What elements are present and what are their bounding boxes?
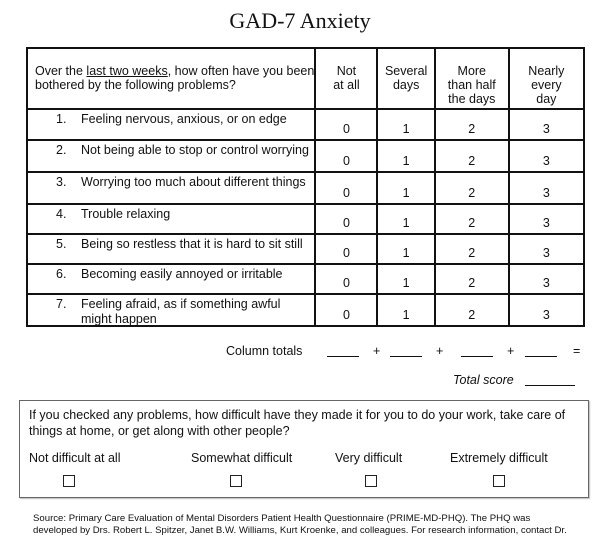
score-cell[interactable]: 1 (377, 234, 434, 264)
question-underlined: last two weeks (86, 64, 168, 78)
header-line: Nearly (528, 64, 565, 78)
column-header-nearly-every-day (509, 48, 584, 109)
total-score-blank[interactable] (525, 385, 575, 386)
table-row (27, 204, 584, 234)
page-title: GAD-7 Anxiety (229, 8, 371, 33)
item-cell (27, 264, 315, 294)
total-score-label: Total score (453, 373, 514, 387)
score-cell[interactable]: 0 (315, 264, 377, 294)
option-somewhat-difficult: Somewhat difficult (191, 451, 293, 465)
header-line: at all (333, 78, 360, 92)
score-cell[interactable]: 3 (509, 294, 584, 326)
score-cell[interactable]: 3 (509, 234, 584, 264)
item-number: 7. (56, 297, 67, 311)
score-cell[interactable]: 0 (315, 109, 377, 140)
item-cell (27, 172, 315, 204)
score-cell[interactable]: 2 (435, 294, 509, 326)
item-cell (27, 294, 315, 326)
score-cell[interactable]: 2 (435, 234, 509, 264)
score-cell[interactable]: 0 (315, 140, 377, 172)
column-total-blank[interactable] (390, 356, 422, 357)
gad7-table (26, 47, 585, 327)
question-prefix: Over the (35, 64, 87, 78)
item-text: Worrying too much about different things (81, 175, 306, 189)
column-header-not-at-all (315, 48, 377, 109)
score-cell[interactable]: 3 (509, 172, 584, 204)
item-number: 3. (56, 175, 67, 189)
score-cell[interactable]: 2 (435, 140, 509, 172)
item-text: Being so restless that it is hard to sit still (81, 237, 303, 251)
score-cell[interactable]: 1 (377, 172, 434, 204)
equals-sign: = (573, 344, 581, 358)
header-line: the days (448, 92, 496, 106)
header-line: day (536, 92, 557, 106)
score-cell[interactable]: 0 (315, 234, 377, 264)
item-text: Becoming easily annoyed or irritable (81, 267, 283, 281)
table-row (27, 109, 584, 140)
option-not-difficult: Not difficult at all (29, 451, 121, 465)
item-text: Feeling nervous, anxious, or on edge (81, 112, 287, 126)
score-cell[interactable]: 3 (509, 204, 584, 234)
score-cell[interactable]: 1 (377, 109, 434, 140)
table-row (27, 294, 584, 326)
question-suffix: , how often have you been bothered by the following problems? (35, 64, 315, 92)
source-line: developed by Drs. Robert L. Spitzer, Janet B.W. Williams, Kurt Kroenke, and colleagues. For research information, contact Dr. (33, 525, 567, 536)
score-cell[interactable]: 3 (509, 109, 584, 140)
plus-sign: + (507, 344, 515, 358)
item-cell (27, 234, 315, 264)
header-line: days (392, 78, 420, 92)
option-extremely-difficult: Extremely difficult (450, 451, 548, 465)
table-row (27, 264, 584, 294)
source-note (33, 513, 600, 537)
plus-sign: + (436, 344, 444, 358)
column-header-several-days (377, 48, 434, 109)
column-header-more-than-half (435, 48, 509, 109)
question-header (27, 48, 315, 109)
item-text: Feeling afraid, as if something awful might happen (81, 297, 281, 326)
score-cell[interactable]: 3 (509, 264, 584, 294)
item-text: Trouble relaxing (81, 207, 171, 221)
column-totals-label: Column totals (226, 344, 303, 358)
checkbox-extremely-difficult[interactable] (493, 475, 505, 487)
checkbox-not-difficult[interactable] (63, 475, 75, 487)
item-number: 1. (56, 112, 67, 126)
score-cell[interactable]: 0 (315, 172, 377, 204)
item-cell (27, 109, 315, 140)
column-total-blank[interactable] (525, 356, 557, 357)
column-total-blank[interactable] (327, 356, 359, 357)
item-number: 2. (56, 143, 67, 157)
table-row (27, 234, 584, 264)
score-cell[interactable]: 1 (377, 264, 434, 294)
score-cell[interactable]: 1 (377, 140, 434, 172)
score-cell[interactable]: 0 (315, 294, 377, 326)
score-cell[interactable]: 2 (435, 204, 509, 234)
item-number: 4. (56, 207, 67, 221)
header-line: than half (447, 78, 496, 92)
score-cell[interactable]: 1 (377, 294, 434, 326)
header-line: Several (384, 64, 428, 78)
checkbox-very-difficult[interactable] (365, 475, 377, 487)
difficulty-box (19, 400, 589, 498)
table-row (27, 140, 584, 172)
score-cell[interactable]: 2 (435, 109, 509, 140)
item-number: 5. (56, 237, 67, 251)
score-cell[interactable]: 2 (435, 264, 509, 294)
header-line: every (531, 78, 562, 92)
header-line: More (457, 64, 487, 78)
score-cell[interactable]: 1 (377, 204, 434, 234)
column-total-blank[interactable] (461, 356, 493, 357)
table-row (27, 172, 584, 204)
table-header-row (27, 48, 584, 109)
score-cell[interactable]: 3 (509, 140, 584, 172)
checkbox-somewhat-difficult[interactable] (230, 475, 242, 487)
header-line: Not (336, 64, 357, 78)
difficulty-question: If you checked any problems, how difficult have they made it for you to do your work, take care of things at home, or get along with other people? (29, 408, 566, 438)
source-line: Source: Primary Care Evaluation of Mental Disorders Patient Health Questionnaire (PRIME-MD-PHQ). The PHQ was (33, 513, 531, 524)
score-cell[interactable]: 0 (315, 204, 377, 234)
item-text: Not being able to stop or control worrying (81, 143, 309, 157)
item-cell (27, 204, 315, 234)
item-number: 6. (56, 267, 67, 281)
item-cell (27, 140, 315, 172)
option-very-difficult: Very difficult (335, 451, 403, 465)
plus-sign: + (373, 344, 381, 358)
score-cell[interactable]: 2 (435, 172, 509, 204)
